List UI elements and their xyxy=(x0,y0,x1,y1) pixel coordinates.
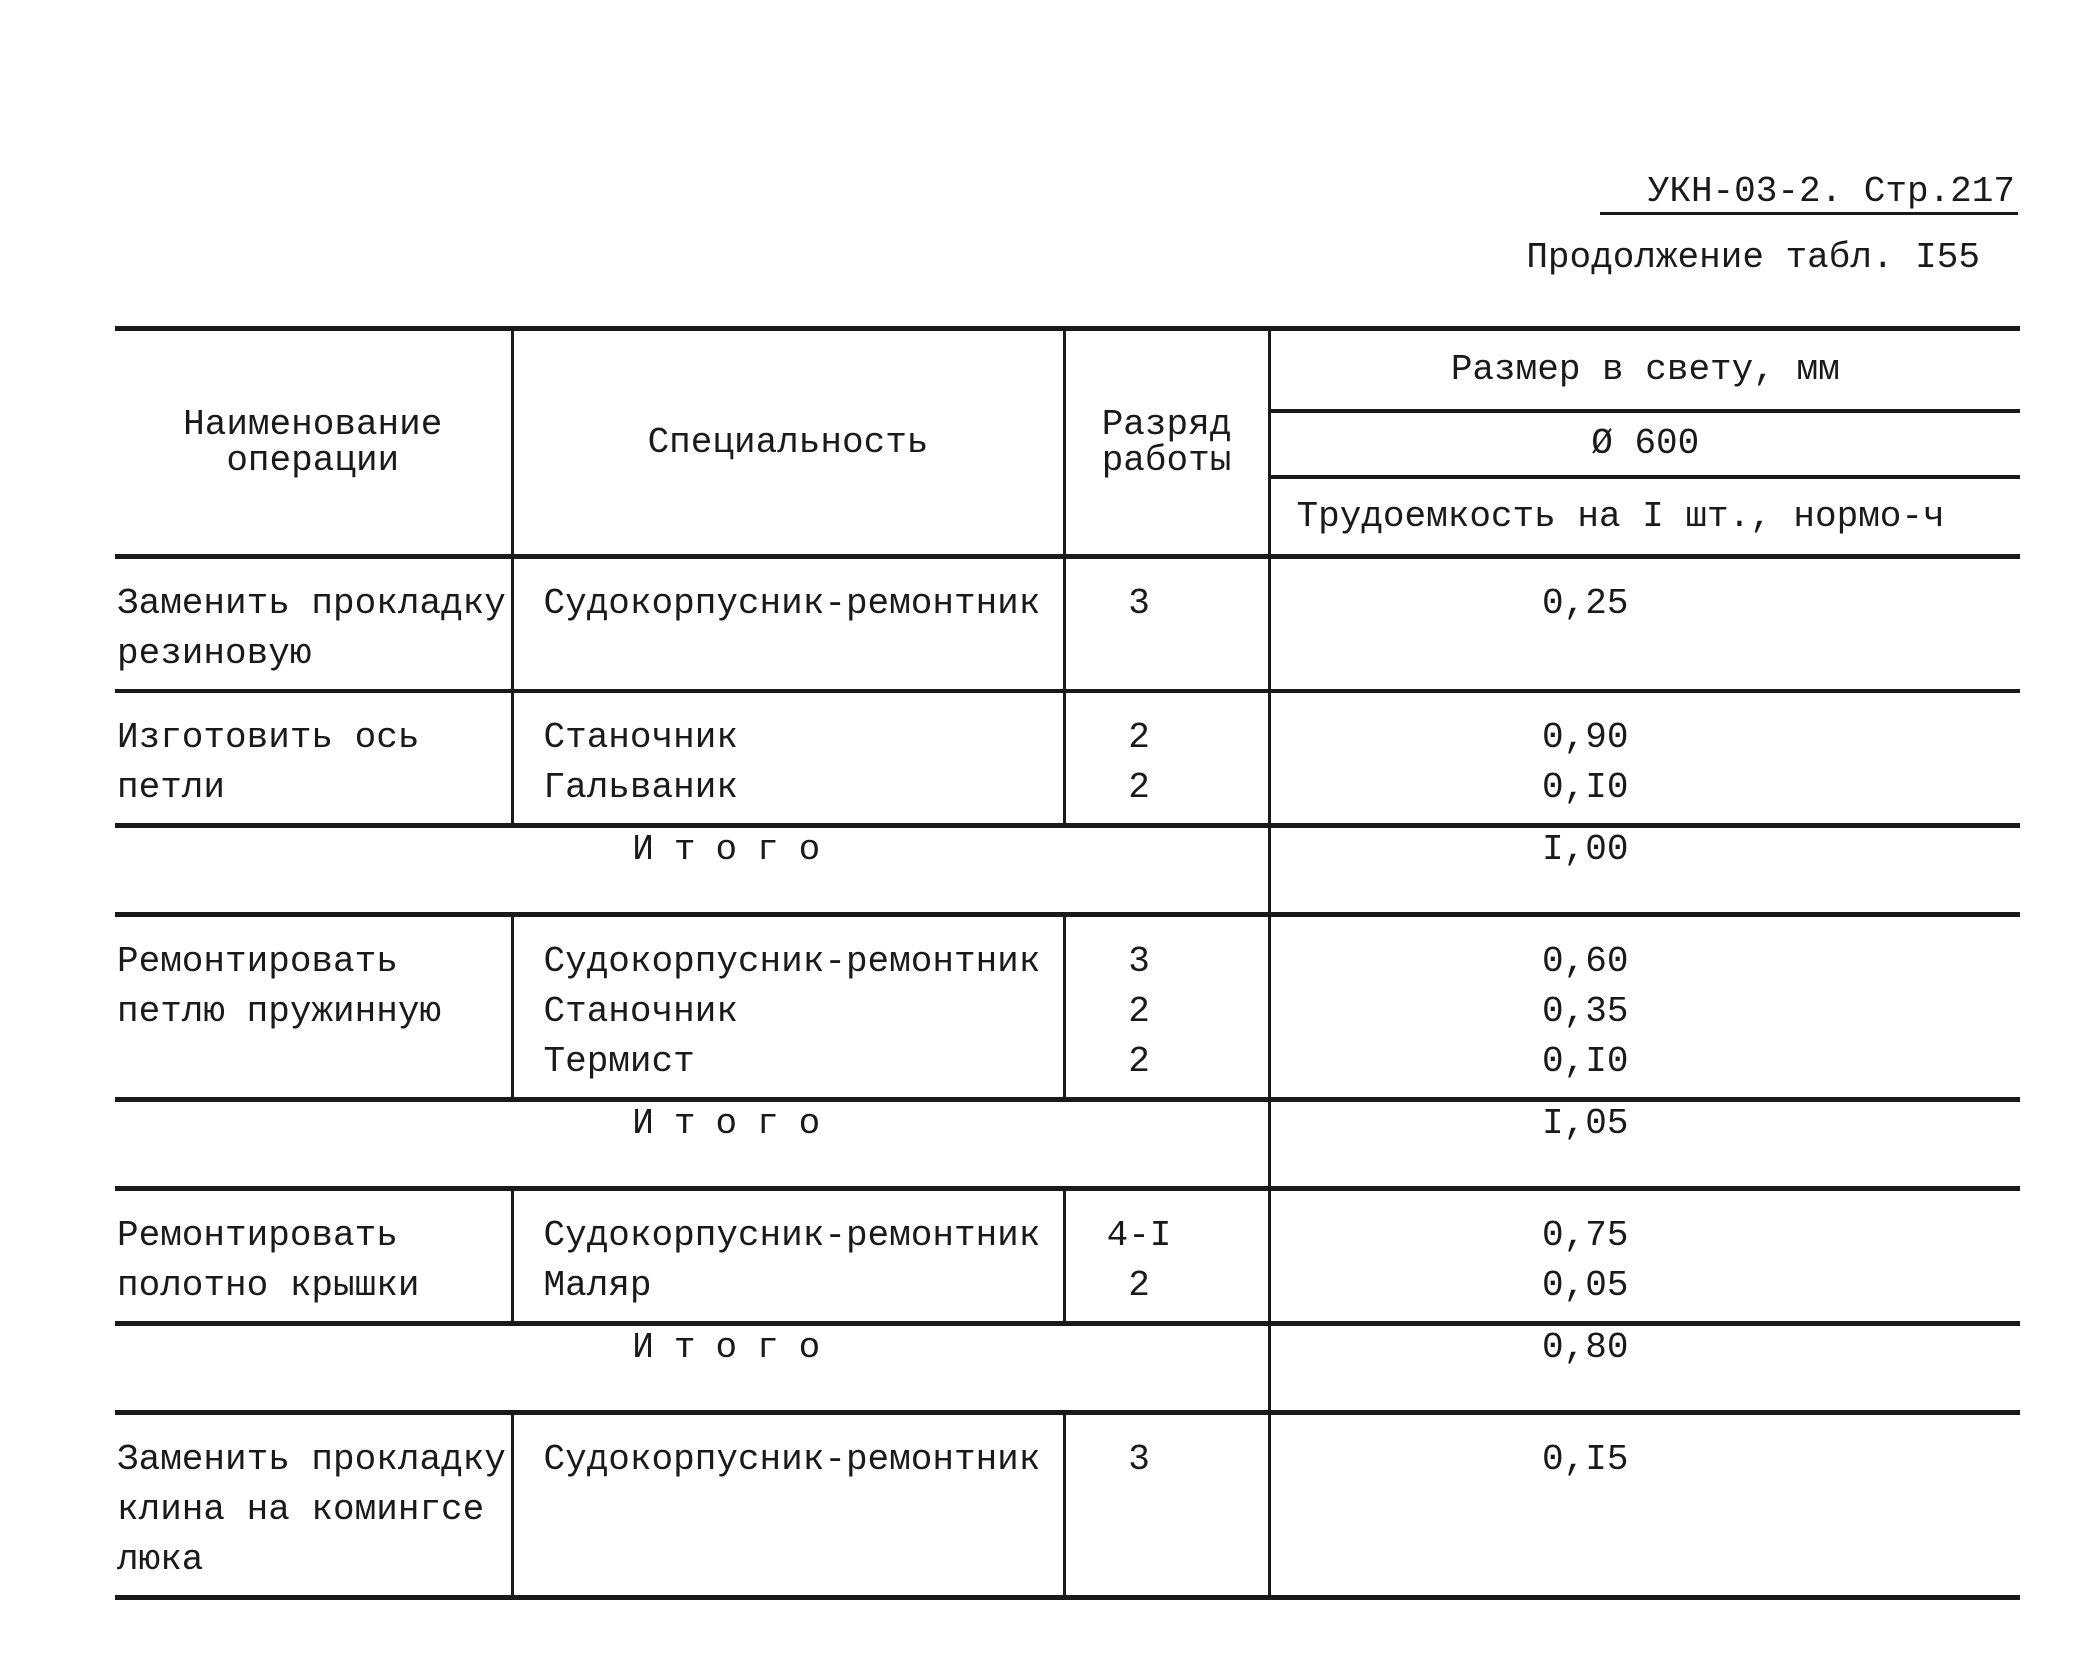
operation-text: петлю пружинную xyxy=(117,991,442,1032)
specialty-text: Маляр xyxy=(543,1265,652,1306)
grade-text: 3 xyxy=(1128,941,1150,982)
labor-value-text: 0,90 xyxy=(1542,717,1629,758)
operation-cell xyxy=(115,915,512,1100)
specialty-cell xyxy=(512,691,1064,826)
specialty-text: Термист xyxy=(543,1041,695,1082)
table-row xyxy=(115,1413,2020,1598)
header-grade xyxy=(1064,329,1269,557)
specialty-text: Судокорпусник-ремонтник xyxy=(543,583,1041,624)
operation-text: резиновую xyxy=(117,633,312,674)
specialty-text: Гальваник xyxy=(543,767,738,808)
table-caption: Продолжение табл. I55 xyxy=(1526,237,1980,278)
specialty-text: Судокорпусник-ремонтник xyxy=(543,941,1041,982)
total-row xyxy=(115,1324,2020,1413)
operation-cell xyxy=(115,1413,512,1598)
grade-text: 2 xyxy=(1128,767,1150,808)
grade-text: 2 xyxy=(1128,1265,1150,1306)
header-size-group xyxy=(1269,329,2020,412)
grade-text: 2 xyxy=(1128,1041,1150,1082)
total-row xyxy=(115,1100,2020,1189)
operation-text: петли xyxy=(117,767,226,808)
labor-value-text: 0,25 xyxy=(1542,583,1629,624)
grade-cell xyxy=(1064,691,1269,826)
page-code-underline xyxy=(1600,212,2018,215)
header-operation-label: Наименование операции xyxy=(183,403,443,481)
total-label: Итого xyxy=(115,826,1269,915)
labor-value-cell xyxy=(1269,915,2020,1100)
labor-table xyxy=(115,326,2020,1600)
operation-text: Ремонтировать xyxy=(117,1215,398,1256)
total-label: Итого xyxy=(115,1100,1269,1189)
specialty-text: Станочник xyxy=(543,991,738,1032)
total-value: I,05 xyxy=(1269,1100,2020,1189)
grade-text: 4-I xyxy=(1106,1215,1172,1256)
labor-value-cell xyxy=(1269,1189,2020,1324)
labor-value-text: 0,60 xyxy=(1542,941,1629,982)
specialty-cell xyxy=(512,557,1064,692)
labor-value-text: 0,I0 xyxy=(1542,767,1629,808)
grade-text: 3 xyxy=(1128,583,1150,624)
specialty-cell xyxy=(512,1413,1064,1598)
total-row xyxy=(115,826,2020,915)
header-operation xyxy=(115,329,512,557)
total-label: Итого xyxy=(115,1324,1269,1413)
table-row xyxy=(115,557,2020,692)
header-specialty xyxy=(512,329,1064,557)
operation-text: Заменить прокладку xyxy=(117,1439,506,1480)
labor-value-cell xyxy=(1269,557,2020,692)
operation-text: Заменить прокладку xyxy=(117,583,506,624)
labor-value-text: 0,35 xyxy=(1542,991,1629,1032)
labor-value-text: 0,75 xyxy=(1542,1215,1629,1256)
grade-cell xyxy=(1064,915,1269,1100)
operation-cell xyxy=(115,557,512,692)
table-row xyxy=(115,691,2020,826)
operation-cell xyxy=(115,691,512,826)
operation-text: Изготовить ось xyxy=(117,717,420,758)
grade-cell xyxy=(1064,1189,1269,1324)
table-row xyxy=(115,1189,2020,1324)
header-specialty-label: Специальность xyxy=(647,421,929,463)
grade-cell xyxy=(1064,557,1269,692)
specialty-text: Судокорпусник-ремонтник xyxy=(543,1439,1041,1480)
table-row xyxy=(115,915,2020,1100)
operation-cell xyxy=(115,1189,512,1324)
total-value: I,00 xyxy=(1269,826,2020,915)
header-grade-label: Разряд работы xyxy=(1101,403,1232,481)
header-labor xyxy=(1269,477,2020,557)
header-labor-label: Трудоемкость на I шт., нормо-ч xyxy=(1296,495,1945,537)
total-value: 0,80 xyxy=(1269,1324,2020,1413)
specialty-cell xyxy=(512,1189,1064,1324)
grade-text: 3 xyxy=(1128,1439,1150,1480)
header-size xyxy=(1269,411,2020,477)
specialty-text: Станочник xyxy=(543,717,738,758)
specialty-cell xyxy=(512,915,1064,1100)
labor-value-text: 0,I5 xyxy=(1542,1439,1629,1480)
header-size-group-label: Размер в свету, мм xyxy=(1450,349,1840,390)
operation-text: Ремонтировать xyxy=(117,941,398,982)
operation-text: люка xyxy=(117,1539,204,1580)
operation-text: клина на комингсе xyxy=(117,1489,485,1530)
specialty-text: Судокорпусник-ремонтник xyxy=(543,1215,1041,1256)
labor-value-cell xyxy=(1269,1413,2020,1598)
header-size-label: Ø 600 xyxy=(1591,423,1700,464)
grade-text: 2 xyxy=(1128,991,1150,1032)
labor-value-text: 0,05 xyxy=(1542,1265,1629,1306)
grade-text: 2 xyxy=(1128,717,1150,758)
grade-cell xyxy=(1064,1413,1269,1598)
operation-text: полотно крышки xyxy=(117,1265,420,1306)
page-code: УКН-03-2. Стр.217 xyxy=(1647,171,2015,212)
labor-value-cell xyxy=(1269,691,2020,826)
labor-value-text: 0,I0 xyxy=(1542,1041,1629,1082)
